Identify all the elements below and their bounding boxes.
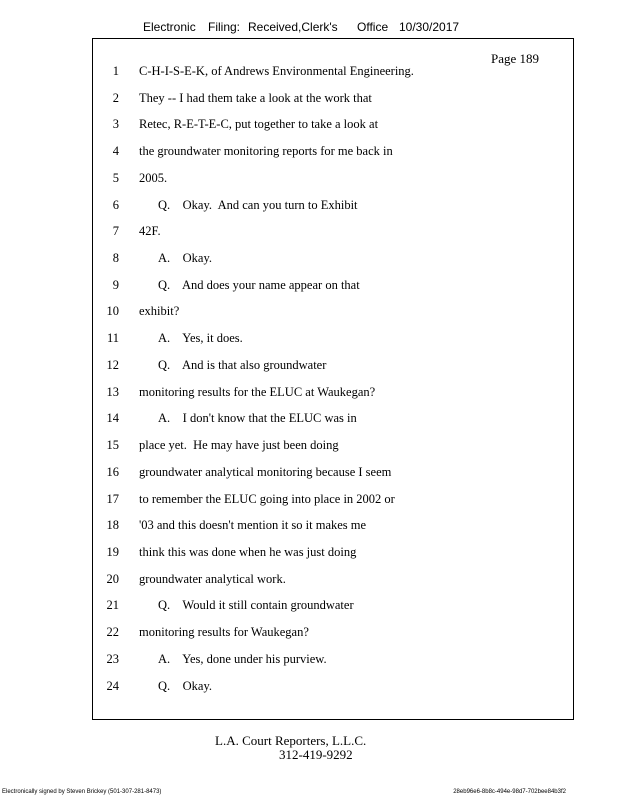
line-number: 9 — [112, 277, 119, 292]
transcript-line — [93, 328, 573, 348]
footer-firm: L.A. Court Reporters, L.L.C. — [215, 733, 367, 748]
filing-header-filing: Filing: — [208, 20, 241, 34]
line-text: 2005. — [139, 170, 168, 185]
footer-phone: 312-419-9292 — [279, 747, 353, 762]
line-text: C-H-I-S-E-K, of Andrews Environmental Engineering. — [139, 64, 414, 78]
line-number: 1 — [112, 64, 119, 78]
line-number: 4 — [112, 144, 119, 159]
transcript-line — [93, 141, 573, 161]
transcript-line — [93, 221, 573, 241]
line-text: Q. Would it still contain groundwater — [158, 598, 354, 613]
transcript-line — [93, 435, 573, 455]
line-text: A. Yes, done under his purview. — [158, 651, 327, 666]
line-number: 5 — [112, 170, 119, 185]
line-text: groundwater analytical monitoring because I seem — [139, 464, 392, 479]
transcript-line — [93, 462, 573, 482]
line-text: Q. And is that also groundwater — [158, 357, 327, 372]
line-number: 21 — [106, 598, 119, 613]
transcript-line — [93, 301, 573, 321]
filing-header — [0, 20, 618, 38]
line-text: 42F. — [139, 224, 161, 239]
line-number: 19 — [106, 544, 119, 559]
line-text: '03 and this doesn't mention it so it makes me — [139, 518, 367, 533]
filing-header-office: Office — [357, 20, 389, 34]
line-text: monitoring results for Waukegan? — [139, 625, 309, 640]
filing-header-received: Received,Clerk's — [248, 20, 338, 34]
transcript-line — [93, 649, 573, 669]
transcript-line — [93, 168, 573, 188]
transcript-line — [93, 569, 573, 589]
transcript-line — [93, 114, 573, 134]
line-number: 17 — [106, 491, 119, 506]
line-number: 22 — [106, 625, 119, 640]
line-text: groundwater analytical work. — [139, 571, 286, 586]
line-number: 14 — [106, 411, 119, 426]
transcript-line — [93, 275, 573, 295]
line-number: 24 — [106, 678, 119, 693]
line-text: exhibit? — [139, 304, 180, 319]
line-text: monitoring results for the ELUC at Waukegan? — [139, 384, 376, 399]
line-text: Q. Okay. — [158, 678, 213, 693]
document-hash: 28eb96e6-8b8c-494e-98d7-702bee84b3f2 — [453, 789, 566, 795]
line-number: 8 — [112, 251, 119, 266]
line-text: A. Yes, it does. — [158, 331, 243, 346]
line-text: They -- I had them take a look at the work that — [139, 90, 372, 105]
transcript-line — [93, 355, 573, 375]
transcript-line — [93, 515, 573, 535]
transcript-page — [92, 38, 574, 720]
page-number: Page 189 — [490, 51, 539, 66]
line-number: 18 — [106, 518, 119, 533]
transcript-line — [93, 542, 573, 562]
transcript-line — [93, 382, 573, 402]
line-number: 15 — [106, 438, 119, 453]
line-number: 23 — [106, 651, 119, 666]
line-text: to remember the ELUC going into place in 2002 or — [139, 491, 395, 506]
electronic-signature: Electronically signed by Steven Brickey (501-307-281-8473) — [2, 789, 162, 795]
transcript-line — [93, 248, 573, 268]
line-number: 2 — [112, 90, 119, 105]
line-text: place yet. He may have just been doing — [139, 438, 339, 453]
line-number: 11 — [106, 331, 119, 346]
line-text: think this was done when he was just doing — [139, 544, 357, 559]
transcript-line — [93, 195, 573, 215]
transcript-line — [93, 408, 573, 428]
transcript-line — [93, 489, 573, 509]
line-text: A. Okay. — [158, 251, 213, 266]
line-text: Q. Okay. And can you turn to Exhibit — [158, 197, 358, 212]
line-number: 6 — [112, 197, 119, 212]
line-number: 12 — [106, 357, 119, 372]
line-number: 13 — [106, 384, 119, 399]
transcript-line — [93, 61, 573, 81]
line-number: 3 — [112, 117, 119, 132]
line-number: 16 — [106, 464, 119, 479]
line-number: 7 — [112, 224, 119, 239]
transcript-line — [93, 88, 573, 108]
line-text: Retec, R-E-T-E-C, put together to take a look at — [139, 117, 379, 132]
filing-header-date: 10/30/2017 — [399, 20, 460, 34]
transcript-line — [93, 595, 573, 615]
filing-header-electronic: Electronic — [143, 20, 196, 34]
line-text: A. I don't know that the ELUC was in — [158, 411, 357, 426]
transcript-line — [93, 622, 573, 642]
line-text: Q. And does your name appear on that — [158, 277, 360, 292]
line-number: 20 — [106, 571, 119, 586]
line-number: 10 — [106, 304, 119, 319]
line-text: the groundwater monitoring reports for me back in — [139, 144, 393, 159]
transcript-line — [93, 676, 573, 696]
